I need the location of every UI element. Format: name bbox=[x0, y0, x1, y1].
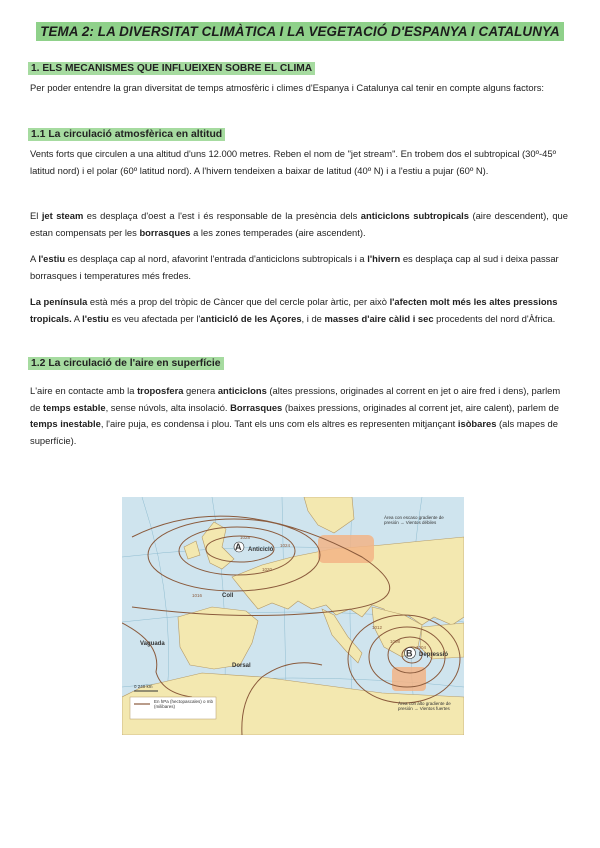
isobar-value-7: 1004 bbox=[416, 645, 427, 650]
isobar-value-2: 1024 bbox=[280, 543, 291, 548]
isobar-value-5: 1012 bbox=[372, 625, 383, 630]
title-container bbox=[0, 22, 600, 41]
depression-letter: B bbox=[406, 648, 413, 659]
section-1-heading: 1. ELS MECANISMES QUE INFLUEIXEN SOBRE EL CLIMA bbox=[28, 62, 315, 75]
section-1-2-heading: 1.2 La circulació de l'aire en superfície bbox=[28, 357, 224, 370]
isobar-map bbox=[122, 497, 464, 735]
anticyclone-letter: A bbox=[235, 542, 242, 552]
section-1-1-heading: 1.1 La circulació atmosfèrica en altitud bbox=[28, 128, 225, 141]
legend-isobar-note: En hPa (hectopascales) o mb (milibares) bbox=[154, 699, 214, 710]
isobar-map-svg bbox=[122, 497, 464, 735]
low-area-note: Àrea con alto gradiente de presión → Vientos fuertes bbox=[398, 701, 451, 712]
section-1-intro: Per poder entendre la gran diversitat de temps atmosfèric i climes d'Espanya i Catalunya cal tenir en compte alguns factors: bbox=[30, 82, 545, 93]
isobar-value-6: 1008 bbox=[390, 639, 401, 644]
section-1-1-paragraph-4: La península està més a prop del tròpic de Càncer que del cercle polar àrtic, per això l'afecten molt més les altes pressions tropicals. A l'estiu es veu afectada per l'anticicló de les Açores, i de masses d'aire càlid i sec procedents del nord d'Àfrica. bbox=[30, 296, 558, 324]
isobar-value-1: 1028 bbox=[240, 535, 251, 540]
section-1-1-paragraph-1: Vents forts que circulen a una altitud d'uns 12.000 metres. Reben el nom de "jet stream". En trobem dos el subtropical (30º-45º latitud nord) i el polar (60º latitud nord). A l'hivern tendeixen a baixar de latitud (40º N) i a l'estiu a pujar (60º N). bbox=[30, 148, 556, 176]
section-1-1-paragraph-3: A l'estiu es desplaça cap al nord, afavorint l'entrada d'anticiclons subtropicals i a l'hivern es desplaça cap al sud i deixa passar borrasques i temperatures més fredes. bbox=[30, 253, 559, 281]
isobar-value-4: 1016 bbox=[192, 593, 203, 598]
isobar-value-3: 1020 bbox=[262, 567, 273, 572]
ridge-label: Dorsal bbox=[232, 663, 251, 669]
section-1-2-paragraph-1: L'aire en contacte amb la troposfera genera anticiclons (altes pressions, originades al corrent en jet o aire fred i dens), parlem de temps estable, sense núvols, alta insolació. Borrasques (baixes pressions, originades al corrent jet, aire calent), parlem de temps inestable, l'aire puja, es condensa i plou. Tant els uns com els altres es representen mitjançant isòbares (als mapes de superfície). bbox=[30, 385, 561, 446]
depression-label: Depressió bbox=[419, 652, 449, 658]
coll-label: Coll bbox=[222, 593, 234, 599]
anticyclone-label: Anticicló bbox=[248, 547, 274, 553]
section-1-1-paragraph-2: El jet steam es desplaça d'oest a l'est i és responsable de la presència dels anticiclons subtropicals (aire descendent), que estan compensats per les borrasques a les zones temperades (aire ascendent). bbox=[30, 210, 568, 238]
high-area-note: Àrea con escaso gradiente de presión → Vientos débiles bbox=[384, 515, 444, 526]
scale-label: 0 240 km bbox=[134, 684, 153, 689]
trough-label: Vaguada bbox=[140, 641, 165, 647]
page-title: TEMA 2: LA DIVERSITAT CLIMÀTICA I LA VEGETACIÓ D'ESPANYA I CATALUNYA bbox=[36, 22, 564, 41]
